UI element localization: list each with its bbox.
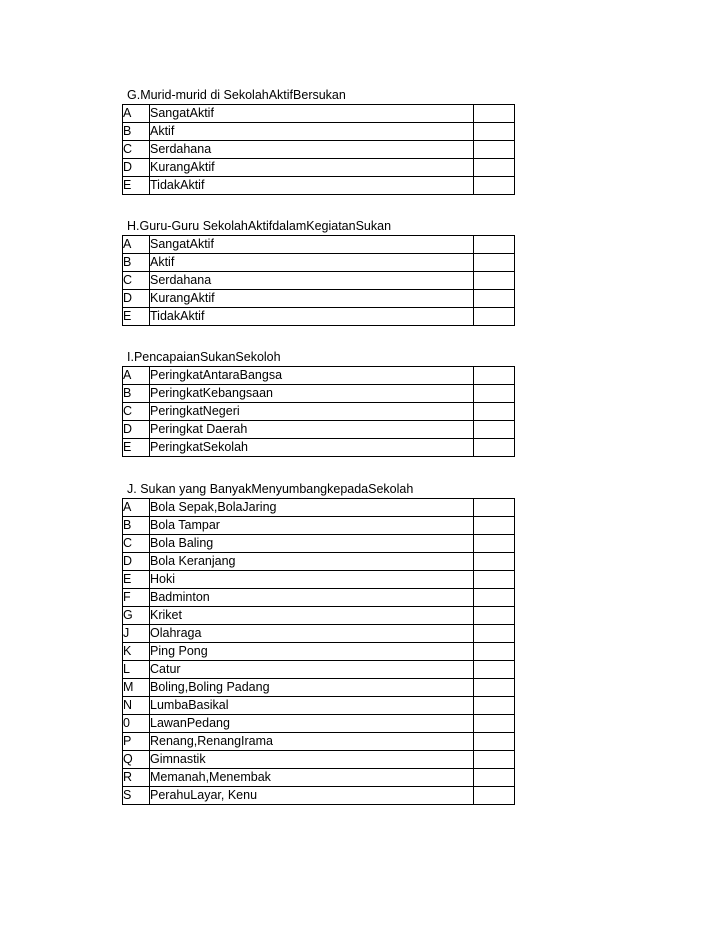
answer-box[interactable]	[474, 697, 515, 715]
option-letter: A	[123, 367, 150, 385]
option-letter: A	[123, 236, 150, 254]
option-letter: C	[123, 535, 150, 553]
option-letter: N	[123, 697, 150, 715]
option-label: SangatAktif	[150, 105, 474, 123]
option-letter: C	[123, 141, 150, 159]
options-table	[122, 235, 515, 326]
table-row	[123, 679, 515, 697]
option-label: Kriket	[150, 607, 474, 625]
table-row	[123, 499, 515, 517]
option-label: Aktif	[150, 254, 474, 272]
option-label: KurangAktif	[150, 159, 474, 177]
option-label: KurangAktif	[150, 290, 474, 308]
option-letter: B	[123, 517, 150, 535]
answer-box[interactable]	[474, 385, 515, 403]
answer-box[interactable]	[474, 769, 515, 787]
answer-box[interactable]	[474, 105, 515, 123]
answer-box[interactable]	[474, 715, 515, 733]
answer-box[interactable]	[474, 589, 515, 607]
option-letter: D	[123, 159, 150, 177]
table-row	[123, 607, 515, 625]
table-row	[123, 308, 515, 326]
table-row	[123, 715, 515, 733]
table-row	[123, 105, 515, 123]
table-row	[123, 553, 515, 571]
option-label: Gimnastik	[150, 751, 474, 769]
option-label: Peringkat Daerah	[150, 421, 474, 439]
option-label: Bola Baling	[150, 535, 474, 553]
option-letter: A	[123, 105, 150, 123]
answer-box[interactable]	[474, 123, 515, 141]
answer-box[interactable]	[474, 254, 515, 272]
section-h	[122, 217, 515, 326]
option-letter: B	[123, 123, 150, 141]
answer-box[interactable]	[474, 571, 515, 589]
option-label: Hoki	[150, 571, 474, 589]
option-letter: B	[123, 385, 150, 403]
table-row	[123, 272, 515, 290]
option-letter: C	[123, 272, 150, 290]
table-row	[123, 589, 515, 607]
options-table	[122, 498, 515, 805]
option-label: Memanah,Menembak	[150, 769, 474, 787]
option-label: TidakAktif	[150, 308, 474, 326]
option-letter: E	[123, 439, 150, 457]
option-letter: K	[123, 643, 150, 661]
option-label: Boling,Boling Padang	[150, 679, 474, 697]
option-letter: G	[123, 607, 150, 625]
answer-box[interactable]	[474, 679, 515, 697]
table-row	[123, 787, 515, 805]
section-i	[122, 348, 515, 457]
answer-box[interactable]	[474, 517, 515, 535]
table-row	[123, 385, 515, 403]
answer-box[interactable]	[474, 403, 515, 421]
table-row	[123, 625, 515, 643]
table-row	[123, 236, 515, 254]
option-label: PeringkatAntaraBangsa	[150, 367, 474, 385]
answer-box[interactable]	[474, 787, 515, 805]
answer-box[interactable]	[474, 607, 515, 625]
options-table	[122, 104, 515, 195]
option-label: PeringkatKebangsaan	[150, 385, 474, 403]
option-letter: M	[123, 679, 150, 697]
answer-box[interactable]	[474, 625, 515, 643]
table-row	[123, 661, 515, 679]
section-title: I.PencapaianSukanSekoloh	[127, 350, 281, 364]
option-label: Olahraga	[150, 625, 474, 643]
answer-box[interactable]	[474, 499, 515, 517]
option-label: Ping Pong	[150, 643, 474, 661]
option-label: Bola Keranjang	[150, 553, 474, 571]
table-row	[123, 159, 515, 177]
answer-box[interactable]	[474, 177, 515, 195]
table-row	[123, 141, 515, 159]
option-letter: D	[123, 290, 150, 308]
answer-box[interactable]	[474, 661, 515, 679]
option-letter: J	[123, 625, 150, 643]
table-row	[123, 254, 515, 272]
answer-box[interactable]	[474, 272, 515, 290]
table-row	[123, 439, 515, 457]
option-label: LawanPedang	[150, 715, 474, 733]
option-letter: E	[123, 308, 150, 326]
option-label: PeringkatNegeri	[150, 403, 474, 421]
answer-box[interactable]	[474, 290, 515, 308]
option-label: TidakAktif	[150, 177, 474, 195]
table-row	[123, 290, 515, 308]
table-row	[123, 733, 515, 751]
option-label: Serdahana	[150, 141, 474, 159]
answer-box[interactable]	[474, 141, 515, 159]
table-row	[123, 123, 515, 141]
options-table	[122, 366, 515, 457]
option-letter: D	[123, 421, 150, 439]
section-g	[122, 86, 515, 195]
answer-box[interactable]	[474, 751, 515, 769]
option-label: Catur	[150, 661, 474, 679]
table-row	[123, 535, 515, 553]
option-label: Bola Tampar	[150, 517, 474, 535]
answer-box[interactable]	[474, 733, 515, 751]
option-label: Bola Sepak,BolaJaring	[150, 499, 474, 517]
table-row	[123, 421, 515, 439]
option-label: PerahuLayar, Kenu	[150, 787, 474, 805]
table-row	[123, 367, 515, 385]
table-row	[123, 403, 515, 421]
answer-box[interactable]	[474, 308, 515, 326]
section-title: H.Guru-Guru SekolahAktifdalamKegiatanSukan	[127, 219, 392, 233]
option-label: PeringkatSekolah	[150, 439, 474, 457]
option-letter: E	[123, 177, 150, 195]
answer-box[interactable]	[474, 553, 515, 571]
section-j	[122, 480, 515, 805]
answer-box[interactable]	[474, 159, 515, 177]
section-title: G.Murid-murid di SekolahAktifBersukan	[127, 88, 346, 102]
option-letter: D	[123, 553, 150, 571]
table-row	[123, 177, 515, 195]
option-letter: R	[123, 769, 150, 787]
option-label: Aktif	[150, 123, 474, 141]
section-title: J. Sukan yang BanyakMenyumbangkepadaSekolah	[127, 482, 414, 496]
option-letter: B	[123, 254, 150, 272]
option-letter: 0	[123, 715, 150, 733]
answer-box[interactable]	[474, 421, 515, 439]
answer-box[interactable]	[474, 439, 515, 457]
table-row	[123, 769, 515, 787]
answer-box[interactable]	[474, 367, 515, 385]
option-label: Serdahana	[150, 272, 474, 290]
option-letter: F	[123, 589, 150, 607]
option-letter: E	[123, 571, 150, 589]
table-row	[123, 751, 515, 769]
option-letter: C	[123, 403, 150, 421]
option-letter: A	[123, 499, 150, 517]
table-row	[123, 643, 515, 661]
answer-box[interactable]	[474, 236, 515, 254]
option-letter: P	[123, 733, 150, 751]
table-row	[123, 517, 515, 535]
option-label: SangatAktif	[150, 236, 474, 254]
option-letter: Q	[123, 751, 150, 769]
option-label: LumbaBasikal	[150, 697, 474, 715]
answer-box[interactable]	[474, 535, 515, 553]
table-row	[123, 697, 515, 715]
option-letter: S	[123, 787, 150, 805]
table-row	[123, 571, 515, 589]
answer-box[interactable]	[474, 643, 515, 661]
option-label: Badminton	[150, 589, 474, 607]
option-label: Renang,RenangIrama	[150, 733, 474, 751]
option-letter: L	[123, 661, 150, 679]
